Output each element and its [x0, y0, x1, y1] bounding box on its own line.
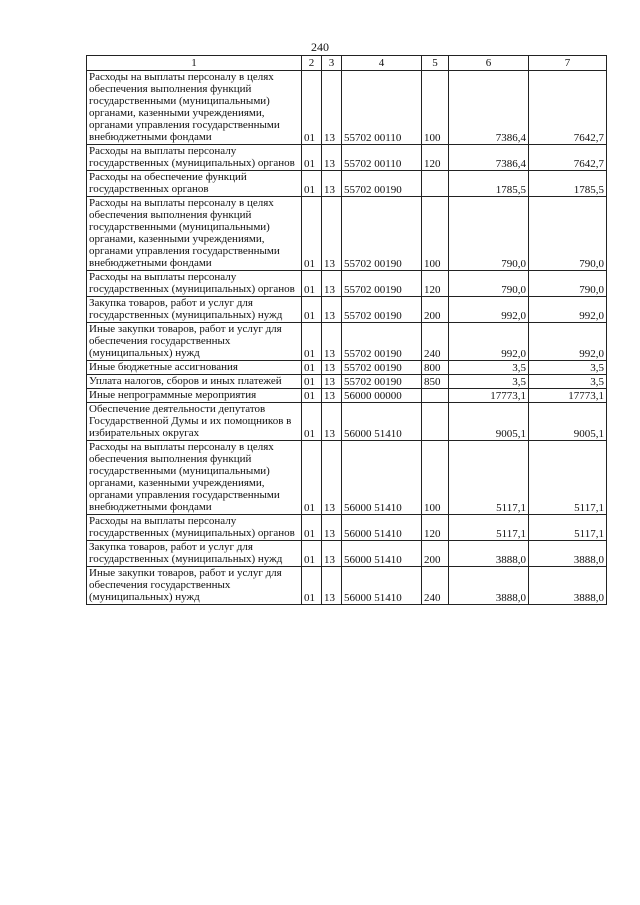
row-c2-cell: 01 — [302, 197, 322, 271]
table-row — [87, 541, 607, 567]
row-c7-cell: 790,0 — [529, 197, 607, 271]
row-c4-cell: 55702 00190 — [342, 361, 422, 375]
row-c3-cell: 13 — [322, 271, 342, 297]
row-c6-cell: 7386,4 — [449, 71, 529, 145]
row-c4-cell: 55702 00190 — [342, 297, 422, 323]
column-header: 1 — [87, 56, 302, 71]
table-row — [87, 71, 607, 145]
row-c6-cell: 17773,1 — [449, 389, 529, 403]
row-c7-cell: 9005,1 — [529, 403, 607, 441]
row-c4-cell: 55702 00190 — [342, 271, 422, 297]
row-c4-cell: 56000 00000 — [342, 389, 422, 403]
row-c3-cell: 13 — [322, 197, 342, 271]
row-name-cell: Расходы на выплаты персоналу государственных (муниципальных) органов — [87, 145, 302, 171]
row-c3-cell: 13 — [322, 171, 342, 197]
table-row — [87, 323, 607, 361]
row-c2-cell: 01 — [302, 515, 322, 541]
row-c6-cell: 5117,1 — [449, 515, 529, 541]
row-c6-cell: 7386,4 — [449, 145, 529, 171]
row-c3-cell: 13 — [322, 375, 342, 389]
row-c5-cell: 850 — [422, 375, 449, 389]
table-row — [87, 271, 607, 297]
table-row — [87, 515, 607, 541]
row-c3-cell: 13 — [322, 297, 342, 323]
table-body — [87, 71, 607, 605]
row-c5-cell — [422, 171, 449, 197]
row-c2-cell: 01 — [302, 297, 322, 323]
row-c3-cell: 13 — [322, 71, 342, 145]
page-number: 240 — [311, 40, 329, 54]
row-c3-cell: 13 — [322, 515, 342, 541]
table-row — [87, 297, 607, 323]
row-c4-cell: 55702 00190 — [342, 171, 422, 197]
row-c2-cell: 01 — [302, 145, 322, 171]
column-header: 2 — [302, 56, 322, 71]
row-c4-cell: 55702 00190 — [342, 197, 422, 271]
column-header: 3 — [322, 56, 342, 71]
row-c4-cell: 55702 00110 — [342, 145, 422, 171]
row-c5-cell: 240 — [422, 323, 449, 361]
table-row — [87, 389, 607, 403]
row-c5-cell: 100 — [422, 71, 449, 145]
row-c2-cell: 01 — [302, 403, 322, 441]
row-c5-cell: 240 — [422, 567, 449, 605]
row-c3-cell: 13 — [322, 145, 342, 171]
row-c5-cell: 100 — [422, 441, 449, 515]
row-c4-cell: 56000 51410 — [342, 403, 422, 441]
row-name-cell: Расходы на обеспечение функций государственных органов — [87, 171, 302, 197]
row-c7-cell: 7642,7 — [529, 71, 607, 145]
table-row — [87, 441, 607, 515]
row-c4-cell: 56000 51410 — [342, 515, 422, 541]
row-c7-cell: 3888,0 — [529, 567, 607, 605]
row-c2-cell: 01 — [302, 71, 322, 145]
row-c2-cell: 01 — [302, 361, 322, 375]
row-name-cell: Иные закупки товаров, работ и услуг для обеспечения государственных (муниципальных) нужд — [87, 567, 302, 605]
row-c6-cell: 5117,1 — [449, 441, 529, 515]
row-c7-cell: 992,0 — [529, 323, 607, 361]
row-c2-cell: 01 — [302, 375, 322, 389]
row-c3-cell: 13 — [322, 389, 342, 403]
row-c3-cell: 13 — [322, 361, 342, 375]
row-c2-cell: 01 — [302, 389, 322, 403]
row-c5-cell: 120 — [422, 515, 449, 541]
column-header: 6 — [449, 56, 529, 71]
row-name-cell: Расходы на выплаты персоналу в целях обеспечения выполнения функций государственными (муниципальными) органами, казенными учреждениями, органами управления государственными внебюджетными фондами — [87, 197, 302, 271]
table-row — [87, 145, 607, 171]
row-name-cell: Закупка товаров, работ и услуг для государственных (муниципальных) нужд — [87, 297, 302, 323]
row-c7-cell: 17773,1 — [529, 389, 607, 403]
row-name-cell: Иные закупки товаров, работ и услуг для обеспечения государственных (муниципальных) нужд — [87, 323, 302, 361]
column-header: 4 — [342, 56, 422, 71]
column-header: 7 — [529, 56, 607, 71]
table-row — [87, 567, 607, 605]
row-c7-cell: 7642,7 — [529, 145, 607, 171]
row-c6-cell: 790,0 — [449, 197, 529, 271]
row-c7-cell: 3,5 — [529, 361, 607, 375]
budget-table — [86, 55, 607, 605]
row-c7-cell: 992,0 — [529, 297, 607, 323]
row-c7-cell: 1785,5 — [529, 171, 607, 197]
row-c7-cell: 790,0 — [529, 271, 607, 297]
column-header: 5 — [422, 56, 449, 71]
row-c4-cell: 56000 51410 — [342, 567, 422, 605]
row-c6-cell: 992,0 — [449, 297, 529, 323]
row-c5-cell: 120 — [422, 271, 449, 297]
row-c5-cell: 200 — [422, 541, 449, 567]
row-c4-cell: 55702 00190 — [342, 323, 422, 361]
row-c5-cell: 800 — [422, 361, 449, 375]
row-c2-cell: 01 — [302, 441, 322, 515]
row-c6-cell: 3,5 — [449, 361, 529, 375]
row-c7-cell: 5117,1 — [529, 515, 607, 541]
row-c6-cell: 9005,1 — [449, 403, 529, 441]
row-name-cell: Иные непрограммные мероприятия — [87, 389, 302, 403]
row-c4-cell: 55702 00110 — [342, 71, 422, 145]
row-c2-cell: 01 — [302, 171, 322, 197]
row-name-cell: Уплата налогов, сборов и иных платежей — [87, 375, 302, 389]
table-row — [87, 171, 607, 197]
row-name-cell: Закупка товаров, работ и услуг для государственных (муниципальных) нужд — [87, 541, 302, 567]
row-c2-cell: 01 — [302, 567, 322, 605]
header-row — [87, 56, 607, 71]
row-c6-cell: 3888,0 — [449, 541, 529, 567]
row-c4-cell: 56000 51410 — [342, 441, 422, 515]
row-c7-cell: 3,5 — [529, 375, 607, 389]
row-name-cell: Расходы на выплаты персоналу в целях обеспечения выполнения функций государственными (муниципальными) органами, казенными учреждениями, органами управления государственными внебюджетными фондами — [87, 441, 302, 515]
row-name-cell: Расходы на выплаты персоналу государственных (муниципальных) органов — [87, 515, 302, 541]
row-c6-cell: 3888,0 — [449, 567, 529, 605]
row-c6-cell: 3,5 — [449, 375, 529, 389]
row-c6-cell: 1785,5 — [449, 171, 529, 197]
row-c5-cell — [422, 403, 449, 441]
row-c3-cell: 13 — [322, 567, 342, 605]
row-c5-cell: 120 — [422, 145, 449, 171]
row-c6-cell: 790,0 — [449, 271, 529, 297]
row-c2-cell: 01 — [302, 541, 322, 567]
row-c7-cell: 5117,1 — [529, 441, 607, 515]
row-c6-cell: 992,0 — [449, 323, 529, 361]
row-c3-cell: 13 — [322, 541, 342, 567]
row-c5-cell — [422, 389, 449, 403]
row-c2-cell: 01 — [302, 323, 322, 361]
row-c3-cell: 13 — [322, 323, 342, 361]
table-row — [87, 403, 607, 441]
row-name-cell: Расходы на выплаты персоналу государственных (муниципальных) органов — [87, 271, 302, 297]
row-c3-cell: 13 — [322, 403, 342, 441]
table-row — [87, 361, 607, 375]
row-c5-cell: 200 — [422, 297, 449, 323]
row-c2-cell: 01 — [302, 271, 322, 297]
table-row — [87, 197, 607, 271]
row-name-cell: Расходы на выплаты персоналу в целях обеспечения выполнения функций государственными (муниципальными) органами, казенными учреждениями, органами управления государственными внебюджетными фондами — [87, 71, 302, 145]
table-row — [87, 375, 607, 389]
row-name-cell: Обеспечение деятельности депутатов Государственной Думы и их помощников в избирательных округах — [87, 403, 302, 441]
row-c5-cell: 100 — [422, 197, 449, 271]
row-c7-cell: 3888,0 — [529, 541, 607, 567]
row-c4-cell: 55702 00190 — [342, 375, 422, 389]
row-name-cell: Иные бюджетные ассигнования — [87, 361, 302, 375]
row-c4-cell: 56000 51410 — [342, 541, 422, 567]
row-c3-cell: 13 — [322, 441, 342, 515]
